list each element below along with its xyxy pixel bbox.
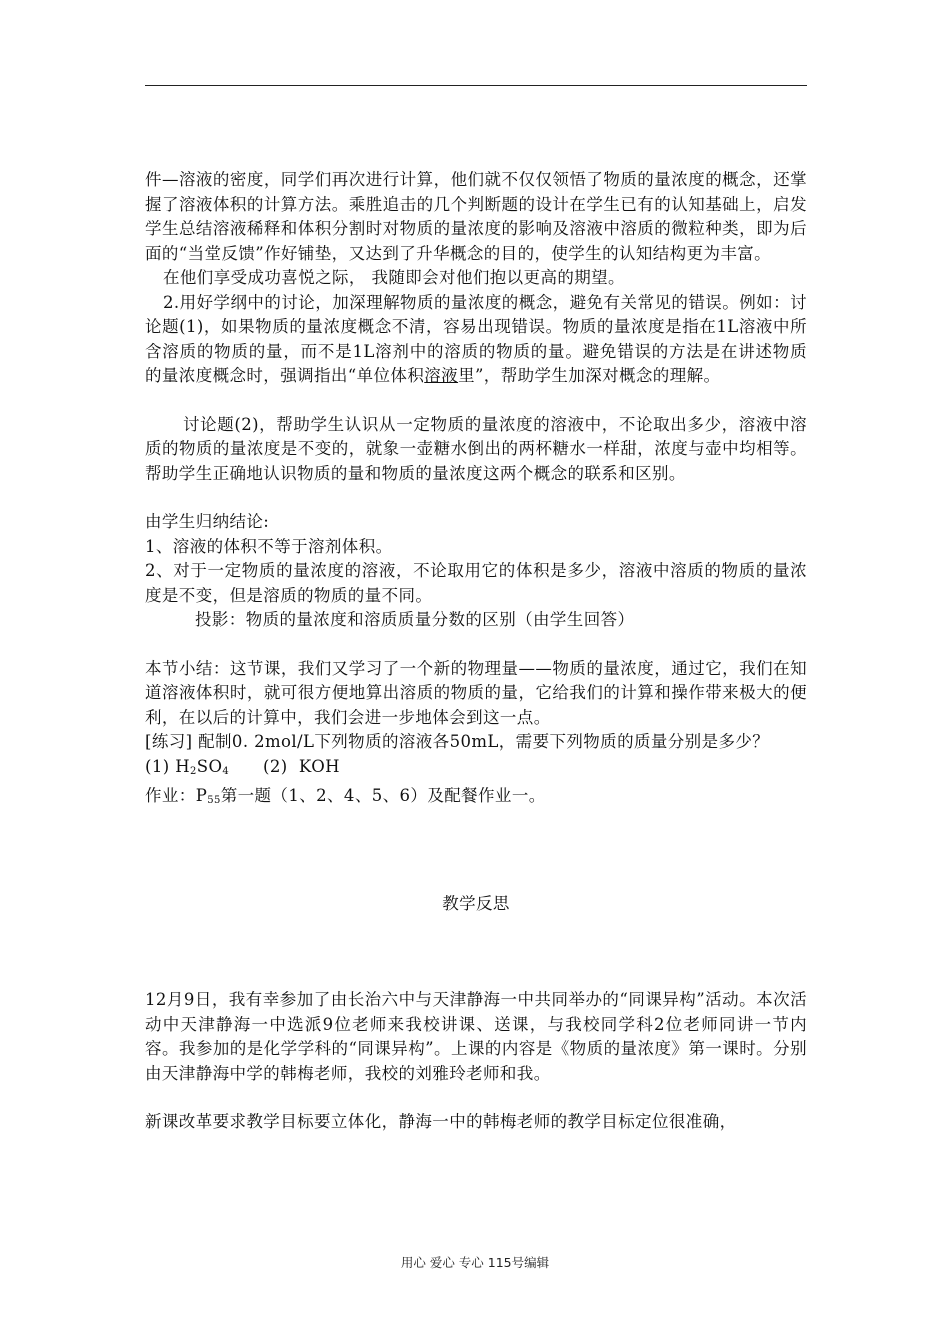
document-body	[145, 168, 807, 1135]
exercise-item-text: (2) KOH	[229, 756, 340, 776]
discussion-one-text-b: 里”，帮助学生加深对概念的理解。	[458, 366, 721, 385]
paragraph-lesson-summary: 本节小结：这节课，我们又学习了一个新的物理量——物质的量浓度，通过它，我们在知道溶液体积时，就可很方便地算出溶质的物质的量，它给我们的计算和操作带来极大的便利，在以后的计算中，我们会进一步地体会到这一点。	[145, 658, 807, 727]
spacer	[145, 814, 807, 862]
spacer	[145, 486, 807, 510]
header-rule	[145, 85, 807, 86]
spacer	[145, 916, 807, 988]
spacer	[145, 633, 807, 657]
discussion-one-text-a: 2.用好学纲中的讨论，加深理解物质的量浓度的概念，避免有关常见的错误。例如：讨论题(1)，如果物质的量浓度概念不清，容易出现错误。物质的量浓度是指在1L溶液中所含溶质的物质的量，而不是1L溶剂中的溶质的物质的量。避免错误的方法是在讲述物质的量浓度概念时，强调指出“单位体积	[145, 292, 807, 385]
paragraph-discussion-two: 讨论题(2)，帮助学生认识从一定物质的量浓度的溶液中，不论取出多少，溶液中溶质的物质的量浓度是不变的，就象一壶糖水倒出的两杯糖水一样甜，浓度与壶中均相等。帮助学生正确地认识物质的量和物质的量浓度这两个概念的联系和区别。	[145, 414, 807, 483]
spacer	[145, 389, 807, 413]
section-title: 教学反思	[442, 893, 510, 913]
subscript: 55	[207, 795, 221, 806]
subscript: 2	[190, 765, 197, 777]
paragraph-homework	[145, 784, 807, 814]
homework-text: 作业：P	[145, 786, 208, 805]
paragraph-exercise-items	[145, 755, 807, 785]
exercise-item-text: SO	[196, 756, 223, 776]
page-footer: 用心 爱心 专心 115号编辑	[400, 1255, 550, 1270]
paragraph-conclusion-two: 2、对于一定物质的量浓度的溶液，不论取用它的体积是多少，溶液中溶质的物质的量浓度是不变，但是溶质的物质的量不同。	[145, 561, 807, 605]
paragraph-projection: 投影：物质的量浓度和溶质质量分数的区别（由学生回答）	[195, 610, 635, 629]
homework-text: 第一题（1、2、4、5、6）及配餐作业一。	[220, 786, 546, 805]
paragraph-discussion-one	[145, 291, 807, 389]
paragraph-exercise: [练习] 配制0. 2mol/L下列物质的溶液各50mL，需要下列物质的质量分别是多少？	[145, 732, 770, 751]
paragraph-conclusion-one: 1、溶液的体积不等于溶剂体积。	[145, 536, 393, 556]
paragraph-density-summary: 件—溶液的密度，同学们再次进行计算，他们就不仅仅领悟了物质的量浓度的概念，还掌握了溶液体积的计算方法。乘胜追击的几个判断题的设计在学生已有的认知基础上，启发学生总结溶液稀释和体积分割时对物质的量浓度的影响及溶液中溶质的微粒种类，即为后面的“当堂反馈”作好铺垫，又达到了升华概念的目的，使学生的认知结构更为丰富。	[145, 170, 807, 263]
paragraph-curriculum-reform: 新课改革要求教学目标要立体化，静海一中的韩梅老师的教学目标定位很准确，	[145, 1112, 737, 1131]
paragraph-event-description: 12月9日，我有幸参加了由长治六中与天津静海一中共同举办的“同课异构”活动。本次活动中天津静海一中选派9位老师来我校讲课、送课，与我校同学科2位老师同讲一节内容。我参加的是化学学科的“同课异构”。上课的内容是《物质的量浓度》第一课时。分别由天津静海中学的韩梅老师，我校的刘雅玲老师和我。	[145, 990, 807, 1083]
exercise-item-text: (1) H	[145, 756, 191, 776]
paragraph-success-expectation: 在他们享受成功喜悦之际， 我随即会对他们抱以更高的期望。	[163, 268, 625, 287]
spacer	[145, 1086, 807, 1110]
paragraph-conclusion-heading: 由学生归纳结论:	[145, 512, 270, 531]
subscript: 4	[222, 765, 230, 777]
underlined-term: 溶液	[424, 366, 459, 385]
